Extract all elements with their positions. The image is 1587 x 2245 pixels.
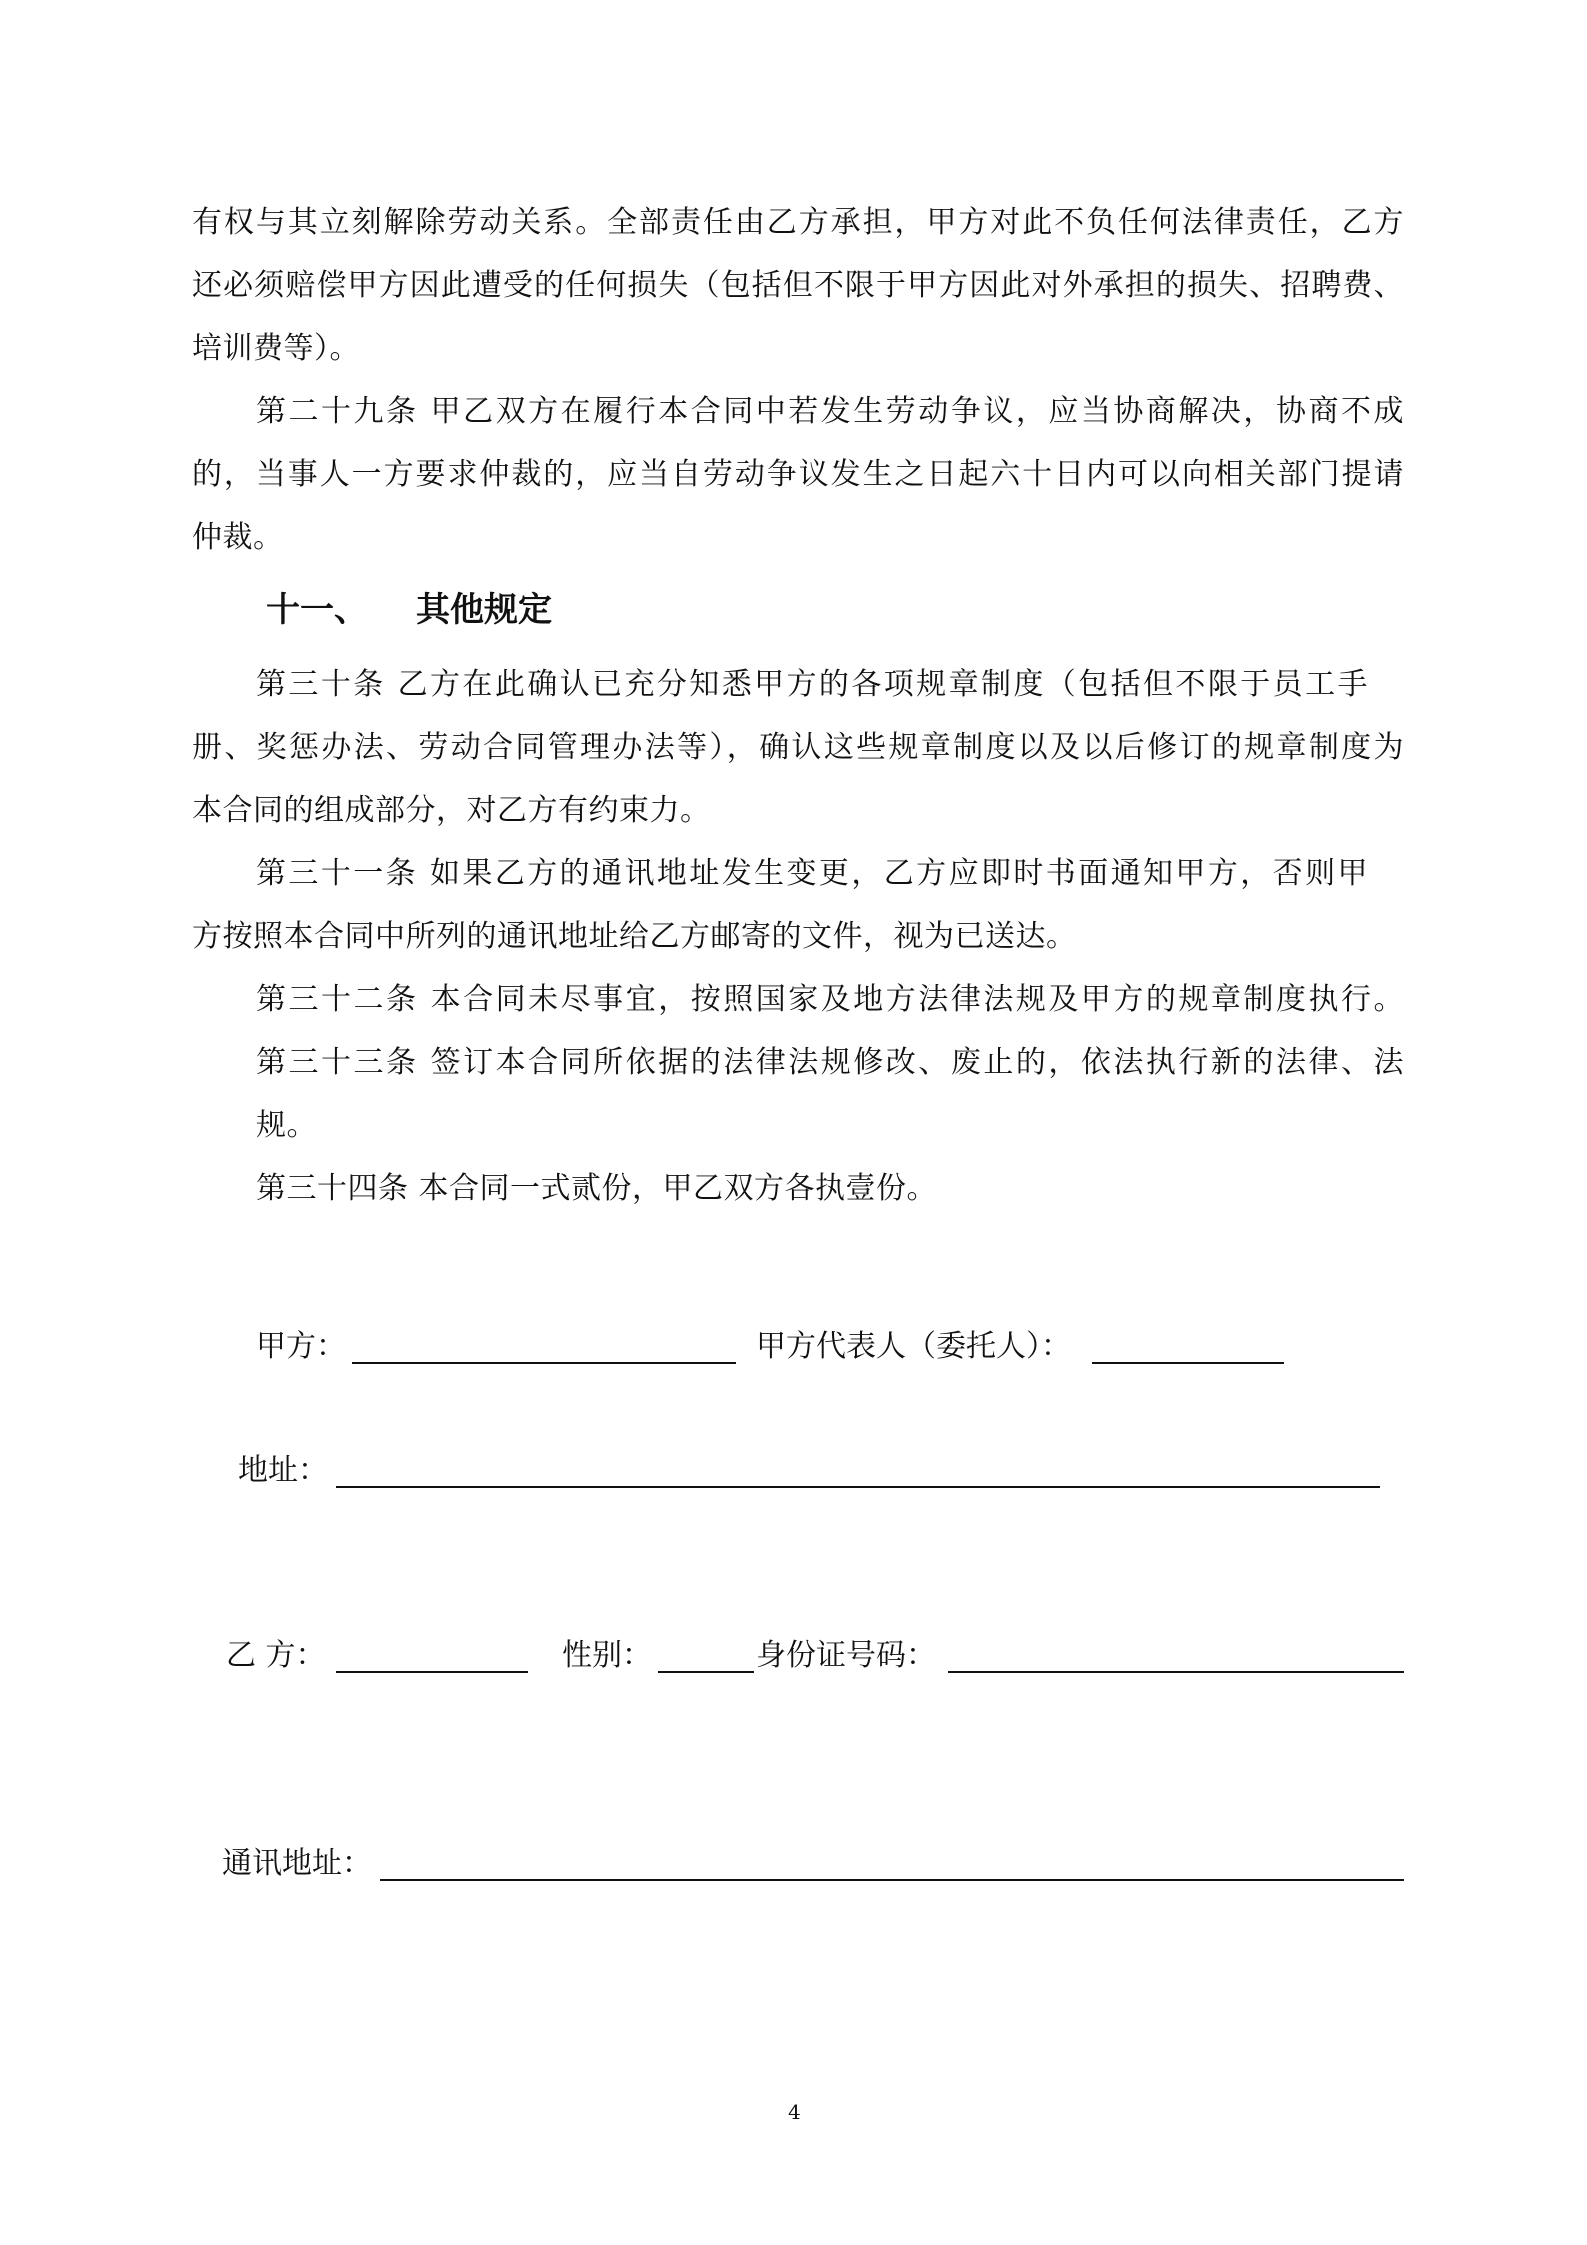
article-33-line: 规。 [256,1108,317,1143]
mail-address-label: 通讯地址： [222,1846,372,1881]
page-number: 4 [788,2100,801,2124]
section-heading [266,588,552,632]
paragraph-line: 培训费等）。 [192,331,360,366]
party-a-blank[interactable] [352,1362,736,1364]
article-32-line: 第三十二条 本合同未尽事宜，按照国家及地方法律法规及甲方的规章制度执行。 [256,982,1404,1017]
address-blank[interactable] [336,1486,1380,1488]
gender-blank[interactable] [658,1671,754,1673]
section-number: 十一、 [266,590,368,630]
address-label: 地址： [238,1453,328,1488]
section-title: 其他规定 [416,590,552,630]
party-a-rep-blank[interactable] [1092,1362,1284,1364]
gender-label: 性别： [562,1638,652,1673]
id-number-blank[interactable] [948,1671,1404,1673]
article-30-line: 册、奖惩办法、劳动合同管理办法等），确认这些规章制度以及以后修订的规章制度为 [192,730,1404,765]
id-number-label: 身份证号码： [756,1638,936,1673]
article-29-line: 仲裁。 [192,520,284,555]
article-29-line: 的，当事人一方要求仲裁的，应当自劳动争议发生之日起六十日内可以向相关部门提请 [192,457,1404,492]
article-30-line: 第三十条 乙方在此确认已充分知悉甲方的各项规章制度（包括但不限于员工手 [256,667,1368,702]
mail-address-blank[interactable] [380,1879,1404,1881]
party-a-rep-label: 甲方代表人（委托人）： [756,1329,1071,1364]
party-a-label: 甲方： [256,1329,346,1364]
paragraph-line: 有权与其立刻解除劳动关系。全部责任由乙方承担，甲方对此不负任何法律责任，乙方 [192,205,1404,240]
article-31-line: 第三十一条 如果乙方的通讯地址发生变更，乙方应即时书面通知甲方，否则甲 [256,856,1368,891]
paragraph-line: 还必须赔偿甲方因此遭受的任何损失（包括但不限于甲方因此对外承担的损失、招聘费、 [192,268,1404,303]
article-30-line: 本合同的组成部分，对乙方有约束力。 [192,793,711,828]
article-33-line: 第三十三条 签订本合同所依据的法律法规修改、废止的，依法执行新的法律、法 [256,1045,1404,1080]
party-b-label: 乙 方： [226,1638,326,1673]
article-34-line: 第三十四条 本合同一式贰份，甲乙双方各执壹份。 [256,1171,938,1206]
article-31-line: 方按照本合同中所列的通讯地址给乙方邮寄的文件，视为已送达。 [192,919,1077,954]
party-b-blank[interactable] [336,1671,528,1673]
article-29-line: 第二十九条 甲乙双方在履行本合同中若发生劳动争议，应当协商解决，协商不成 [256,394,1404,429]
